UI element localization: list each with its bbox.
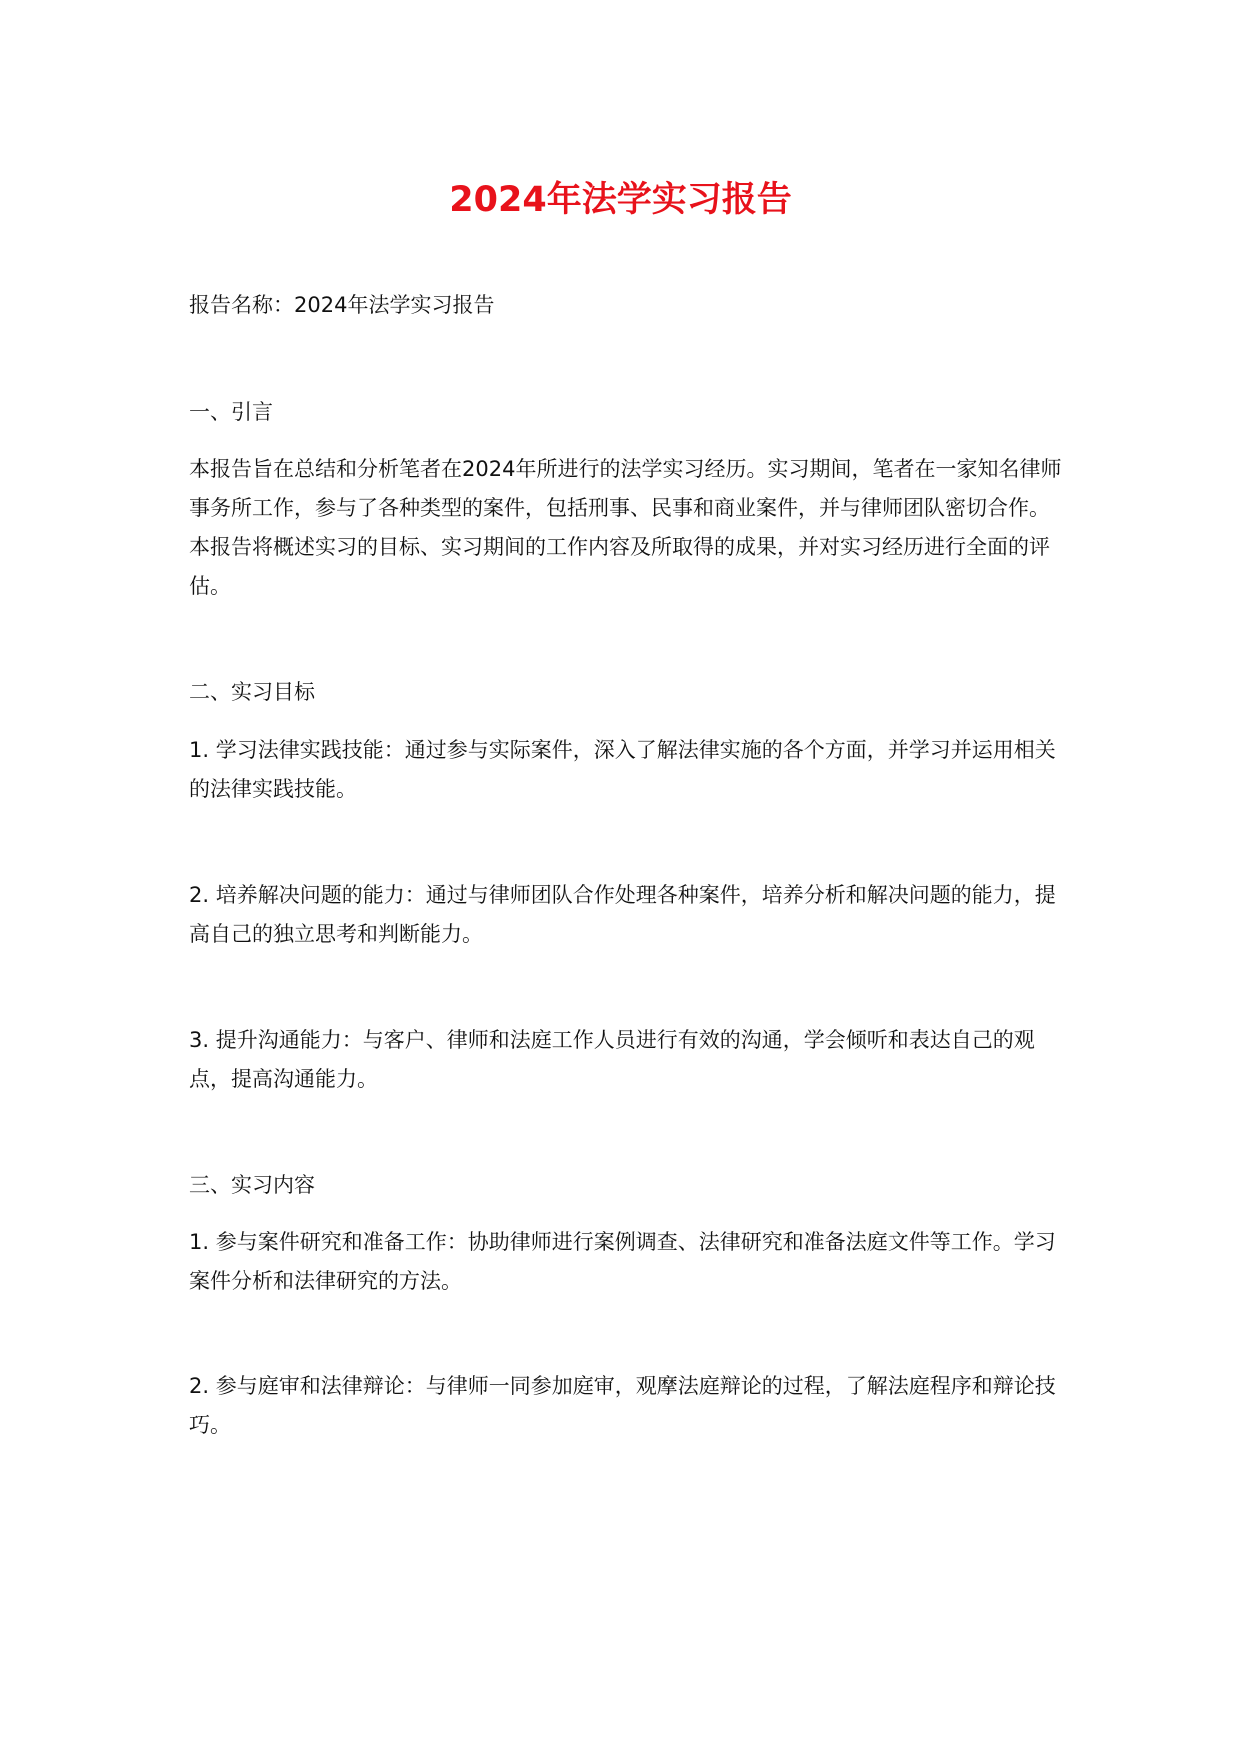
report-name-line: 报告名称：2024年法学实习报告 bbox=[189, 293, 495, 317]
content-item-1: 1. 参与案件研究和准备工作：协助律师进行案例调查、法律研究和准备法庭文件等工作。学习案件分析和法律研究的方法。 bbox=[189, 1230, 1056, 1293]
objective-item-3: 3. 提升沟通能力：与客户、律师和法庭工作人员进行有效的沟通，学会倾听和表达自己的观点，提高沟通能力。 bbox=[189, 1028, 1035, 1091]
introduction-paragraph: 本报告旨在总结和分析笔者在2024年所进行的法学实习经历。实习期间，笔者在一家知名律师事务所工作，参与了各种类型的案件，包括刑事、民事和商业案件，并与律师团队密切合作。本报告将概述实习的目标、实习期间的工作内容及所取得的成果，并对实习经历进行全面的评估。 bbox=[189, 457, 1062, 598]
section-heading-introduction: 一、引言 bbox=[189, 400, 273, 424]
content-item-2: 2. 参与庭审和法律辩论：与律师一同参加庭审，观摩法庭辩论的过程，了解法庭程序和辩论技巧。 bbox=[189, 1374, 1056, 1437]
section-heading-content: 三、实习内容 bbox=[189, 1173, 315, 1197]
document-title: 2024年法学实习报告 bbox=[449, 180, 792, 220]
section-heading-objectives: 二、实习目标 bbox=[189, 680, 315, 704]
objective-item-1: 1. 学习法律实践技能：通过参与实际案件，深入了解法律实施的各个方面，并学习并运用相关的法律实践技能。 bbox=[189, 738, 1056, 801]
objective-item-2: 2. 培养解决问题的能力：通过与律师团队合作处理各种案件，培养分析和解决问题的能力，提高自己的独立思考和判断能力。 bbox=[189, 883, 1056, 946]
